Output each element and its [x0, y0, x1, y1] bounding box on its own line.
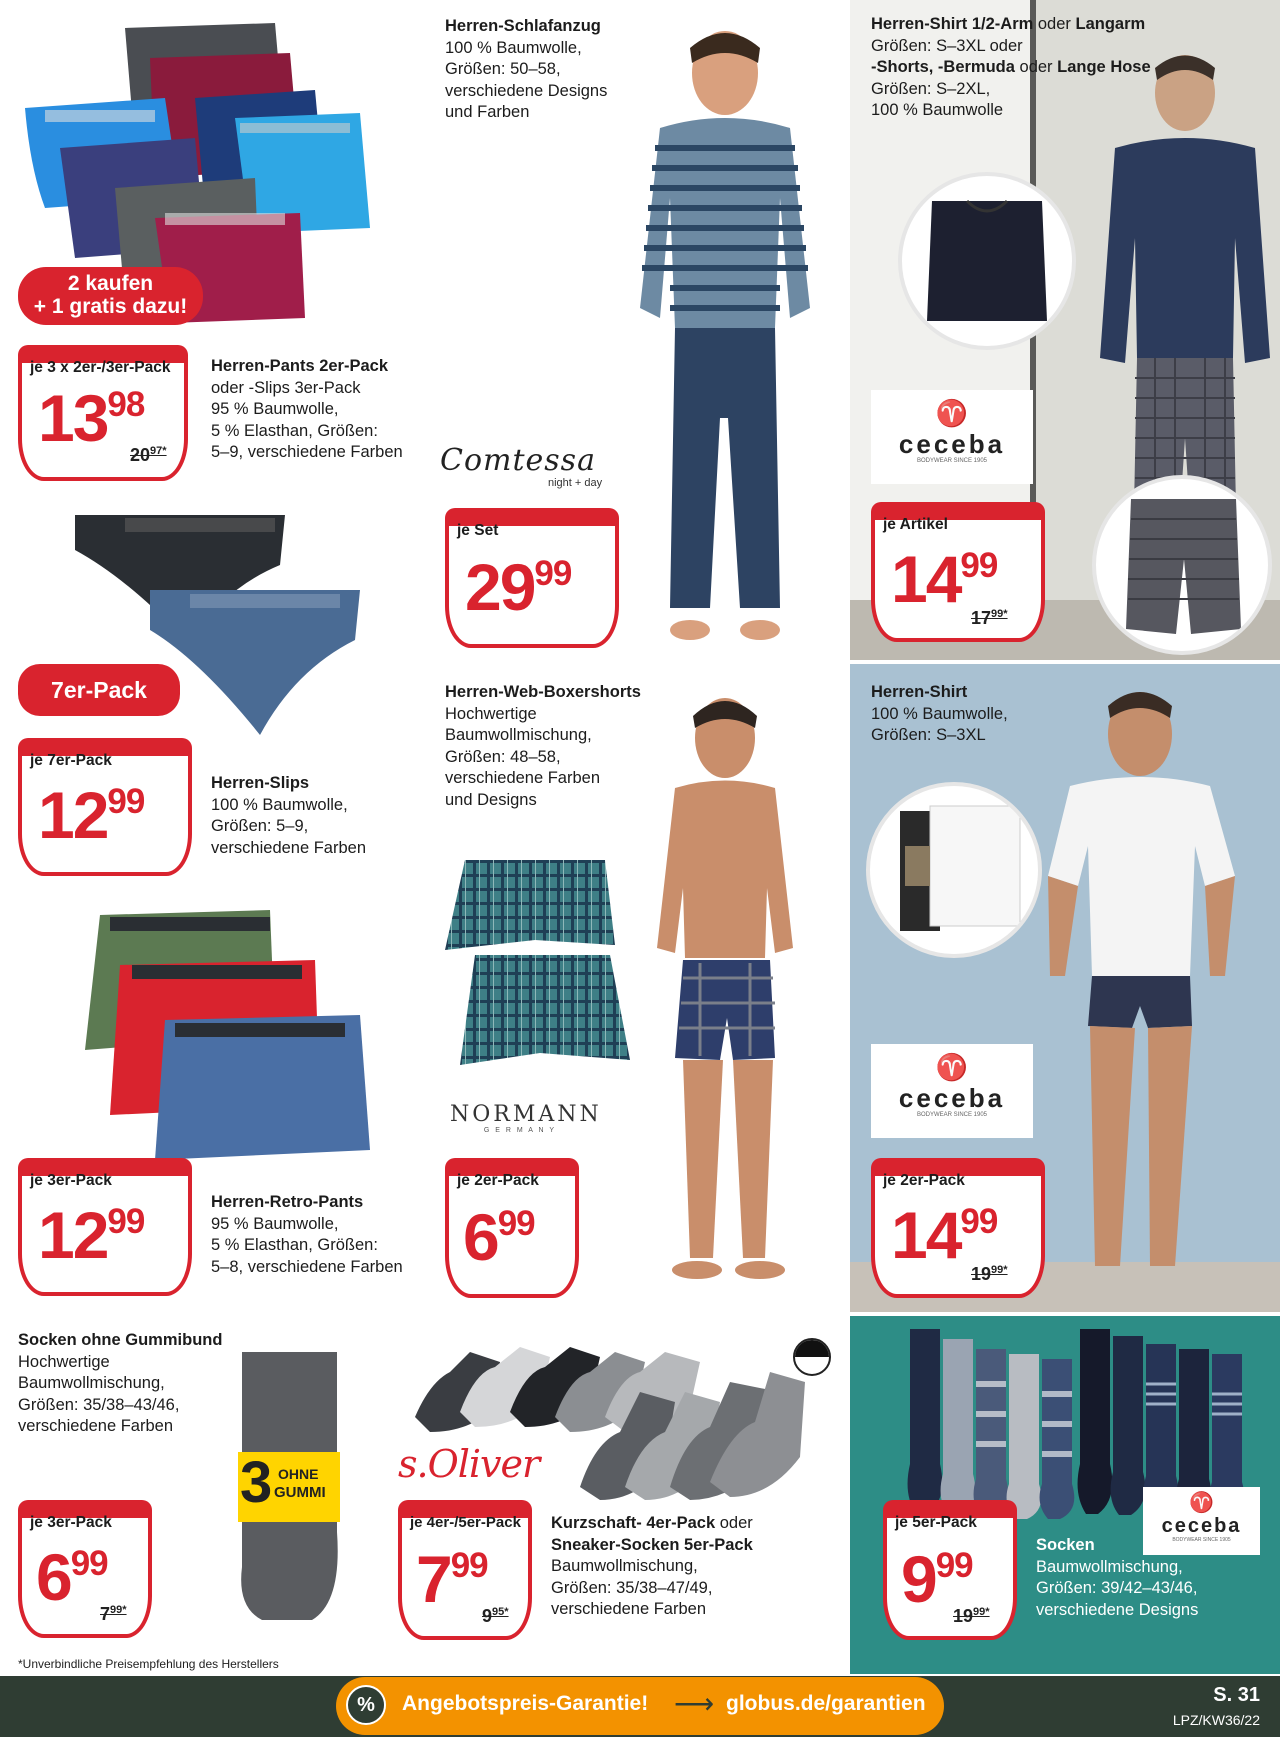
product-desc-socks-left — [18, 1330, 228, 1438]
desc-line: 5 % Elasthan, Größen: — [211, 1236, 378, 1254]
product-title-line: Kurzschaft- 4er-Pack oder — [551, 1514, 753, 1532]
price-value: $6^{99}$ — [463, 1200, 535, 1274]
price-label: je 3er-Pack — [30, 1514, 112, 1531]
tshirt-pack-circle — [866, 782, 1042, 958]
desc-line: oder -Slips 3er-Pack — [211, 378, 361, 397]
desc-line: verschiedene Designs — [445, 81, 608, 100]
product-title-2: Sneaker-Socken 5er-Pack — [551, 1535, 753, 1554]
product-title: Herren-Web-Boxershorts — [445, 683, 641, 701]
desc-line: verschiedene Farben — [445, 769, 601, 787]
footer-bar — [0, 1676, 1280, 1737]
desc-line: Größen: 35/38–43/46, — [18, 1395, 180, 1414]
desc-line: Größen: S–3XL oder — [871, 36, 1023, 55]
desc-line: verschiedene Farben — [18, 1417, 174, 1435]
desc-line: Baumwollmischung, — [1036, 1557, 1183, 1576]
price-box-boxer — [445, 1158, 579, 1298]
price-label: je 4er-/5er-Pack — [410, 1514, 521, 1531]
boxer-model-image — [635, 688, 825, 1286]
desc-line: Hochwertige — [18, 1352, 110, 1371]
guarantee-pill[interactable] — [336, 1677, 944, 1735]
product-title: Herren-Retro-Pants — [211, 1193, 364, 1211]
desc-line: und Farben — [445, 103, 530, 121]
ram-icon: ♈ — [935, 398, 969, 428]
product-title: Socken — [1036, 1536, 1095, 1554]
original-price: $17^{99*}$ — [971, 608, 1008, 628]
sock-pack-text1: OHNE — [278, 1466, 319, 1482]
desc-line: 5–8, verschiedene Farben — [211, 1257, 403, 1276]
sock-pack-label — [238, 1452, 340, 1522]
desc-line: Größen: S–3XL — [871, 726, 986, 744]
desc-line: verschiedene Farben — [551, 1600, 707, 1618]
price-label: je 3 x 2er-/3er-Pack — [30, 359, 171, 376]
desc-line: 5–9, verschiedene Farben — [211, 443, 403, 461]
footnote: *Unverbindliche Preisempfehlung des Herstellers — [18, 1657, 279, 1671]
desc-line: und Designs — [445, 790, 537, 809]
desc-line: 95 % Baumwolle, — [211, 400, 339, 418]
desc-line: 100 % Baumwolle, — [211, 795, 348, 814]
desc-line: Baumwollmischung, — [18, 1374, 165, 1392]
price-box-pants — [18, 345, 188, 481]
product-desc-shirt-long — [871, 14, 1171, 122]
ceceba-logo-middle — [871, 1044, 1033, 1138]
price-box-slips — [18, 738, 192, 876]
product-title: Herren-Pants 2er-Pack — [211, 357, 389, 375]
desc-line: Größen: 48–58, — [445, 747, 561, 766]
desc-line: Größen: S–2XL, — [871, 79, 991, 98]
desc-line: Größen: 39/42–43/46, — [1036, 1579, 1198, 1597]
price-value: $12^{99}$ — [38, 778, 145, 852]
price-value: $14^{99}$ — [891, 542, 998, 616]
toggle-dot-icon[interactable] — [793, 1338, 831, 1376]
retro-pants-image — [70, 905, 380, 1165]
price-value: $29^{99}$ — [465, 550, 572, 624]
product-title-line: Herren-Shirt 1/2-Arm oder Langarm — [871, 15, 1146, 33]
product-title-line-2: -Shorts, -Bermuda oder Lange Hose — [871, 58, 1151, 76]
price-label: je Artikel — [883, 516, 948, 533]
brand-sub: BODYWEAR SINCE 1905 — [1172, 1537, 1231, 1543]
desc-line: Baumwollmischung, — [551, 1557, 698, 1575]
shirt-detail-circle — [898, 172, 1076, 350]
guarantee-text: Angebotspreis-Garantie! — [402, 1692, 649, 1715]
desc-line: Größen: 5–9, — [211, 817, 309, 835]
product-title: Herren-Slips — [211, 774, 310, 792]
ram-icon: ♈ — [935, 1052, 969, 1082]
product-desc-pants — [211, 356, 431, 464]
product-desc-boxer — [445, 682, 665, 811]
desc-line: Größen: 50–58, — [445, 60, 561, 78]
price-box-sneaker-socks — [398, 1500, 532, 1640]
shorts-detail-circle — [1092, 475, 1272, 655]
price-value: $7^{99}$ — [416, 1542, 488, 1616]
brand-name: Comtessa — [440, 443, 596, 478]
desc-line: 100 % Baumwolle — [871, 101, 1004, 119]
brand-sub: G E R M A N Y — [483, 1127, 557, 1134]
product-title: Herren-Shirt — [871, 683, 968, 701]
product-desc-pajama — [445, 16, 645, 124]
normann-logo — [450, 1102, 602, 1138]
promo-line-2: + 1 gratis dazu! — [33, 295, 188, 318]
product-desc-sneaker-socks — [551, 1513, 831, 1621]
brand-name: ceceba — [898, 429, 1006, 459]
brand-sub: BODYWEAR SINCE 1905 — [916, 1112, 988, 1118]
soliver-logo: s.Oliver — [398, 1442, 540, 1486]
price-box-socks-left — [18, 1500, 152, 1638]
percent-icon: % — [346, 1685, 386, 1725]
promo-line-1: 2 kaufen — [67, 272, 154, 295]
brand-sub: BODYWEAR SINCE 1905 — [916, 458, 988, 464]
desc-line: 5 % Elasthan, Größen: — [211, 421, 378, 440]
desc-line: 100 % Baumwolle, — [445, 38, 582, 57]
price-value: $13^{98}$ — [38, 381, 145, 455]
comtessa-logo — [440, 443, 616, 493]
price-box-shirt-long — [871, 502, 1045, 642]
brand-name: NORMANN — [450, 1102, 602, 1127]
sock-pack-number: 3 — [240, 1450, 273, 1515]
price-value: $6^{99}$ — [36, 1540, 108, 1614]
price-label: je 2er-Pack — [457, 1172, 539, 1189]
price-label: je 2er-Pack — [883, 1172, 965, 1189]
arrow-icon: ⟶ — [674, 1688, 715, 1719]
desc-line: verschiedene Farben — [211, 838, 367, 857]
page-code: LPZ/KW36/22 — [1172, 1712, 1260, 1728]
price-label: je 5er-Pack — [895, 1514, 977, 1531]
desc-line: verschiedene Designs — [1036, 1600, 1199, 1619]
desc-line: Baumwollmischung, — [445, 726, 592, 744]
brand-name: ceceba — [1161, 1515, 1242, 1537]
original-price: $9^{95*}$ — [482, 1606, 509, 1626]
product-desc-retro-pants — [211, 1192, 431, 1278]
price-box-socks-right — [883, 1500, 1017, 1640]
original-price: $19^{99*}$ — [971, 1264, 1008, 1284]
pack-badge-7er: 7er-Pack — [18, 664, 180, 716]
sock-pack-image — [232, 1352, 354, 1624]
pajama-model-image — [630, 18, 820, 650]
price-box-shirt — [871, 1158, 1045, 1298]
sock-pack-text2: GUMMI — [274, 1484, 326, 1501]
page-number: S. 31 — [1213, 1684, 1260, 1706]
price-box-retro-pants — [18, 1158, 192, 1296]
desc-line: Hochwertige — [445, 704, 537, 723]
guarantee-link[interactable]: globus.de/garantien — [726, 1692, 926, 1715]
ram-icon: ♈ — [1189, 1492, 1214, 1514]
product-title: Herren-Schlafanzug — [445, 17, 601, 35]
product-title: Socken ohne Gummibund — [18, 1331, 223, 1349]
desc-line: 95 % Baumwolle, — [211, 1214, 339, 1233]
ceceba-logo-top — [871, 390, 1033, 484]
price-value: $12^{99}$ — [38, 1198, 145, 1272]
original-price: $7^{99*}$ — [100, 1604, 127, 1624]
price-box-pajama — [445, 508, 619, 648]
product-desc-socks-right — [1036, 1535, 1266, 1621]
original-price: $20^{97*}$ — [130, 445, 167, 465]
original-price: $19^{99*}$ — [953, 1606, 990, 1626]
boxer-shorts-image — [440, 855, 635, 1067]
product-desc-shirt — [871, 682, 1121, 747]
desc-line: Größen: 35/38–47/49, — [551, 1578, 713, 1597]
price-label: je 3er-Pack — [30, 1172, 112, 1189]
brand-name: ceceba — [898, 1083, 1006, 1113]
price-value: $9^{99}$ — [901, 1542, 973, 1616]
brand-sub: night + day — [548, 477, 603, 489]
price-value: $14^{99}$ — [891, 1198, 998, 1272]
price-label: je 7er-Pack — [30, 752, 112, 769]
promo-2-kaufen-badge — [18, 267, 203, 325]
desc-line: 100 % Baumwolle, — [871, 704, 1008, 723]
price-label: je Set — [457, 522, 499, 539]
product-desc-slips — [211, 773, 431, 859]
